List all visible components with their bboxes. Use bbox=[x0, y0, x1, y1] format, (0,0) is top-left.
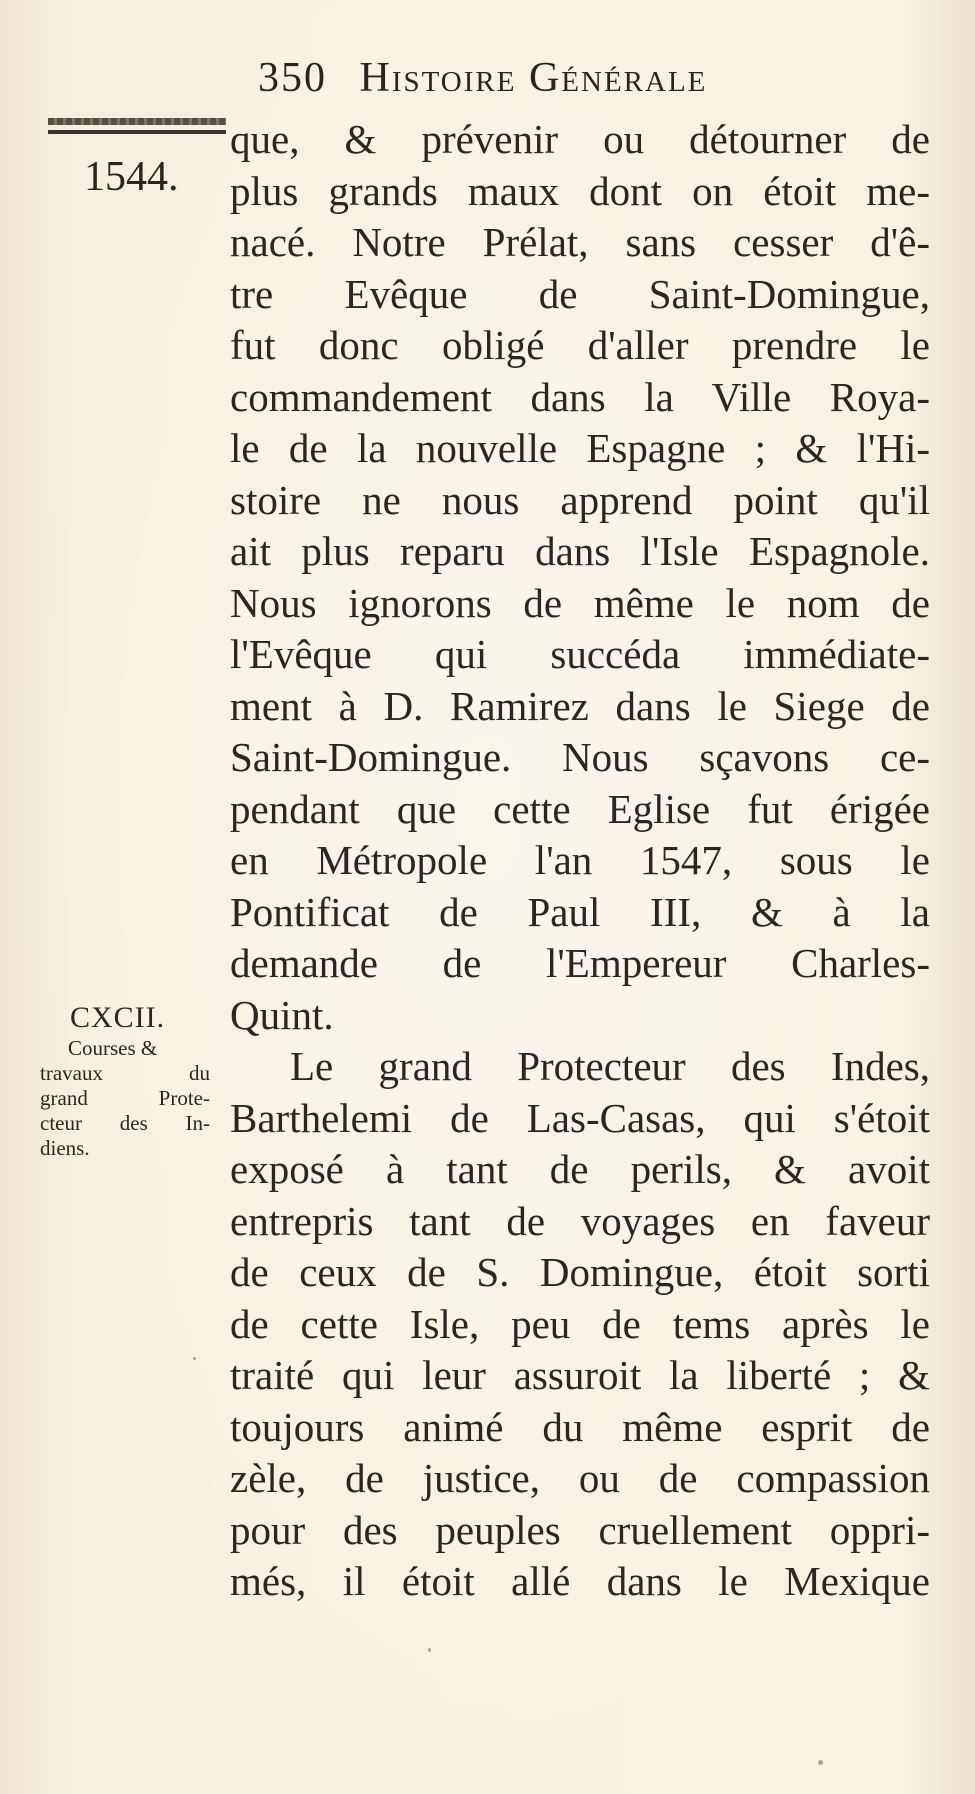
header-ornament-band bbox=[48, 118, 226, 125]
section-number: CXCII. bbox=[70, 1001, 166, 1034]
text-line: pour des peuples cruellement oppri- bbox=[230, 1506, 930, 1553]
text-line: fut donc obligé d'aller prendre le bbox=[230, 322, 930, 368]
marginal-year: 1544. bbox=[84, 154, 179, 200]
page-number: 350 bbox=[258, 55, 327, 101]
running-title: Histoire Générale bbox=[359, 55, 708, 101]
margin-note-line: cteur des In- bbox=[40, 1111, 210, 1135]
marginal-note bbox=[40, 1000, 210, 1161]
text-line: Barthelemi de Las-Casas, qui s'étoit bbox=[230, 1094, 930, 1141]
text-line: stoire ne nous apprend point qu'il bbox=[230, 476, 930, 523]
text-line: commandement dans la Ville Roya- bbox=[230, 373, 930, 420]
paper-speck bbox=[818, 1760, 823, 1765]
text-line: ait plus reparu dans l'Isle Espagnole. bbox=[230, 528, 930, 574]
text-line: Saint-Domingue. Nous sçavons ce- bbox=[230, 734, 930, 780]
text-line: Quint. bbox=[230, 991, 334, 1038]
text-line: zèle, de justice, ou de compassion bbox=[230, 1455, 930, 1501]
text-line: tre Evêque de Saint-Domingue, bbox=[230, 270, 930, 317]
text-line: ment à D. Ramirez dans le Siege de bbox=[230, 682, 930, 729]
main-text bbox=[230, 114, 930, 1608]
paper-speck bbox=[428, 1648, 431, 1652]
margin-note-line: diens. bbox=[40, 1136, 90, 1160]
paragraph-start-line: Le grand Protecteur des Indes, bbox=[290, 1043, 930, 1089]
text-line: de ceux de S. Domingue, étoit sorti bbox=[230, 1249, 930, 1295]
text-line: l'Evêque qui succéda immédiate- bbox=[230, 631, 930, 677]
text-line: demande de l'Empereur Charles- bbox=[230, 940, 930, 986]
text-line: Pontificat de Paul III, & à la bbox=[230, 888, 930, 935]
text-line: en Métropole l'an 1547, sous le bbox=[230, 837, 930, 883]
text-line: nacé. Notre Prélat, sans cesser d'ê- bbox=[230, 219, 930, 265]
running-head bbox=[258, 48, 707, 108]
header-rule bbox=[48, 130, 226, 134]
text-line: plus grands maux dont on étoit me- bbox=[230, 167, 930, 214]
text-line: le de la nouvelle Espagne ; & l'Hi- bbox=[230, 425, 930, 471]
margin-note-line: travaux du bbox=[40, 1061, 210, 1085]
text-line: més, il étoit allé dans le Mexique bbox=[230, 1558, 930, 1604]
margin-note-line: Courses & bbox=[68, 1036, 158, 1060]
text-line: Nous ignorons de même le nom de bbox=[230, 579, 930, 626]
text-line: pendant que cette Eglise fut érigée bbox=[230, 785, 930, 832]
text-line: toujours animé du même esprit de bbox=[230, 1403, 930, 1450]
text-line: traité qui leur assuroit la liberté ; & bbox=[230, 1352, 930, 1398]
margin-note-line: grand Prote- bbox=[40, 1086, 210, 1110]
text-line: exposé à tant de perils, & avoit bbox=[230, 1146, 930, 1192]
text-line: entrepris tant de voyages en faveur bbox=[230, 1197, 930, 1244]
paper-speck bbox=[193, 1357, 196, 1360]
text-line: de cette Isle, peu de tems après le bbox=[230, 1300, 930, 1347]
text-line: que, & prévenir ou détourner de bbox=[230, 116, 930, 162]
